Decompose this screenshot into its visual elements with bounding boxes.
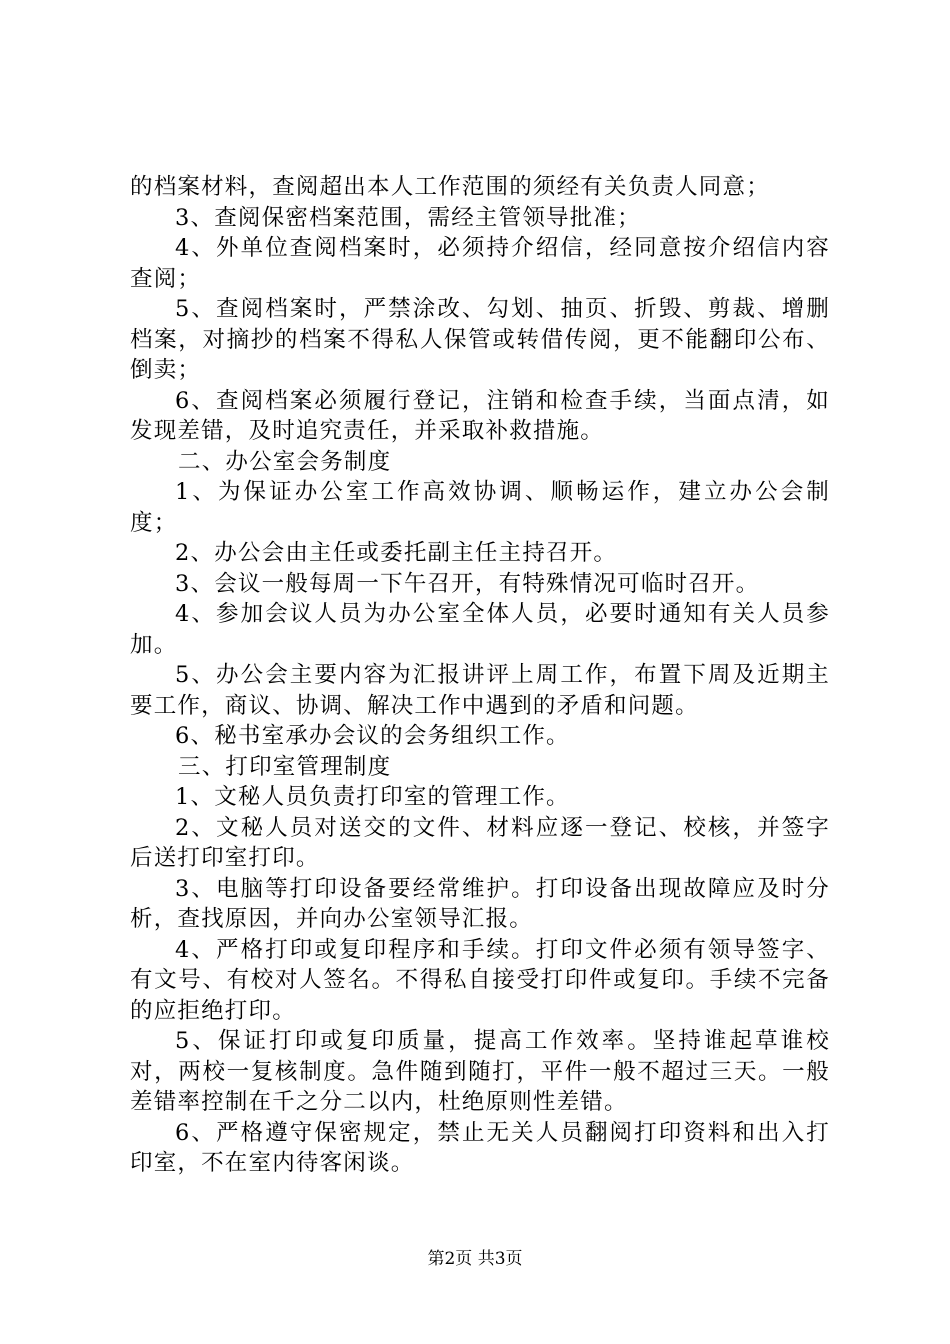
section-heading: 二、办公室会务制度 (178, 448, 392, 475)
list-item: 6、秘书室承办会议的会务组织工作。 (175, 723, 570, 749)
paragraph-continuation: 的档案材料，查阅超出本人工作范围的须经有关负责人同意； (130, 174, 770, 200)
list-item: 5、保证打印或复印质量，提高工作效率。坚持谁起草谁校对，两校一复核制度。急件随到随打，平件一般不超过三天。一般差错率控制在千之分二以内，杜绝原则性差错。 (130, 1028, 830, 1115)
list-item: 2、文秘人员对送交的文件、材料应逐一登记、校核，并签字后送打印室打印。 (130, 814, 830, 871)
document-body (130, 172, 830, 1179)
list-item: 3、电脑等打印设备要经常维护。打印设备出现故障应及时分析，查找原因，并向办公室领导汇报。 (130, 875, 830, 932)
section-heading: 三、打印室管理制度 (178, 753, 392, 780)
list-item: 3、查阅保密档案范围，需经主管领导批准； (175, 204, 641, 231)
list-item: 5、查阅档案时，严禁涂改、勾划、抽页、折毁、剪裁、增删档案，对摘抄的档案不得私人保管或转借传阅，更不能翻印公布、倒卖； (130, 296, 830, 383)
list-item: 4、外单位查阅档案时，必须持介绍信，经同意按介绍信内容查阅； (130, 235, 830, 292)
list-item: 3、会议一般每周一下午召开，有特殊情况可临时召开。 (175, 570, 760, 597)
list-item: 4、参加会议人员为办公室全体人员，必要时通知有关人员参加。 (130, 601, 830, 658)
list-item: 5、办公会主要内容为汇报讲评上周工作，布置下周及近期主要工作，商议、协调、解决工作中遇到的矛盾和问题。 (130, 662, 830, 719)
list-item: 6、查阅档案必须履行登记，注销和检查手续，当面点清，如发现差错，及时追究责任，并采取补救措施。 (130, 387, 830, 444)
page-number-footer: 第2页 共3页 (427, 1249, 523, 1269)
list-item: 1、为保证办公室工作高效协调、顺畅运作，建立办公会制度； (130, 479, 830, 536)
list-item: 4、严格打印或复印程序和手续。打印文件必须有领导签字、有文号、有校对人签名。不得私自接受打印件或复印。手续不完备的应拒绝打印。 (130, 936, 830, 1024)
list-item: 1、文秘人员负责打印室的管理工作。 (175, 784, 570, 810)
list-item: 6、严格遵守保密规定，禁止无关人员翻阅打印资料和出入打印室，不在室内待客闲谈。 (130, 1119, 830, 1176)
list-item: 2、办公会由主任或委托副主任主持召开。 (175, 540, 618, 566)
